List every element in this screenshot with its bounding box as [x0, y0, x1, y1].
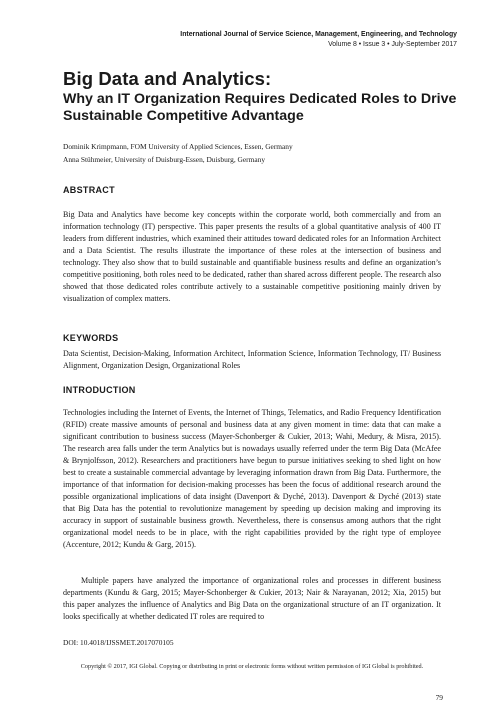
journal-name: International Journal of Service Science, Management, Engineering, and Technology [180, 31, 457, 38]
abstract-heading: ABSTRACT [63, 185, 115, 195]
author-2: Anna Stühmeier, University of Duisburg-Essen, Duisburg, Germany [63, 155, 266, 164]
doi: DOI: 10.4018/IJSSMET.2017070105 [63, 638, 174, 647]
paper-title: Big Data and Analytics: [63, 68, 272, 89]
introduction-paragraph-2: Multiple papers have analyzed the importance of organizational roles and processes in different business departments (Kundu & Garg, 2015; Mayer-Schonberger & Cukier, 2013; Nair & Narayanan, 2012; Xia, 2015) but this paper analyzes the influence of Analytics and Big Data on the organizational structure of an IT organization. It looks specifically at whether dedicated IT roles are required to [63, 576, 441, 621]
keywords-heading: KEYWORDS [63, 333, 119, 343]
journal-header [180, 30, 457, 50]
keywords-text: Data Scientist, Decision-Making, Information Architect, Information Science, Information Technology, IT/ Business Alignment, Organization Design, Organizational Roles [63, 349, 441, 370]
copyright-notice: Copyright © 2017, IGI Global. Copying or distributing in print or electronic forms without written permission of IGI Global is prohibited. [80, 663, 424, 670]
journal-issue: Volume 8 • Issue 3 • July-September 2017 [328, 41, 457, 48]
paper-subtitle: Why an IT Organization Requires Dedicated Roles to Drive Sustainable Competitive Advantage [63, 91, 457, 124]
introduction-heading: INTRODUCTION [63, 385, 136, 395]
author-1: Dominik Krimpmann, FOM University of Applied Sciences, Essen, Germany [63, 142, 293, 151]
authors [63, 140, 293, 166]
title-block [63, 68, 463, 125]
page-number: 79 [435, 693, 443, 702]
abstract-text: Big Data and Analytics have become key concepts within the corporate world, both commercially and from an information technology (IT) perspective. This paper presents the results of a global quantitative analysis of 400 IT leaders from different industries, which examined their attitudes toward dedicated roles for an Information Architect and a Data Scientist. The results illustrate the importance of these roles at the intersection of business and technology. They also show that to build sustainable and quantifiable business results and define an organization’s competitive positioning, both roles need to be dedicated, rather than shared across different people. The research also showed that those dedicated roles contribute actively to a sustainable competitive positioning mainly driven by visualization of complex matters. [63, 210, 441, 303]
introduction-paragraph-1: Technologies including the Internet of Events, the Internet of Things, Telematics, and Radio Frequency Identification (RFID) create massive amounts of personal and business data at any given moment in time: data that can make a significant contribution to business success (Mayer-Schonberger & Cukier, 2013; Wahi, Medury, & Misra, 2015). The research area falls under the term Analytics but is nowadays usually referred under the term Big Data (McAfee & Brynjolfsson, 2012). Researchers and practitioners have begun to pursue initiatives seeking to shed light on how best to create a sustainable commercial advantage by leveraging information drawn from Big Data. Furthermore, the importance of that information for decision-making processes has been the focus of additional research around the possible organizational implications of data insight (Davenport & Dyché, 2013). Davenport & Dyché (2013) state that Big Data has the potential to revolutionize management by speeding up decision making and improving its accuracy in support of sustainable business growth. Nevertheless, there is consensus among authors that the right organizational model needs to be in place, with the right capabilities provided by the right type of employee (Accenture, 2012; Kundu & Garg, 2015). [63, 408, 441, 549]
